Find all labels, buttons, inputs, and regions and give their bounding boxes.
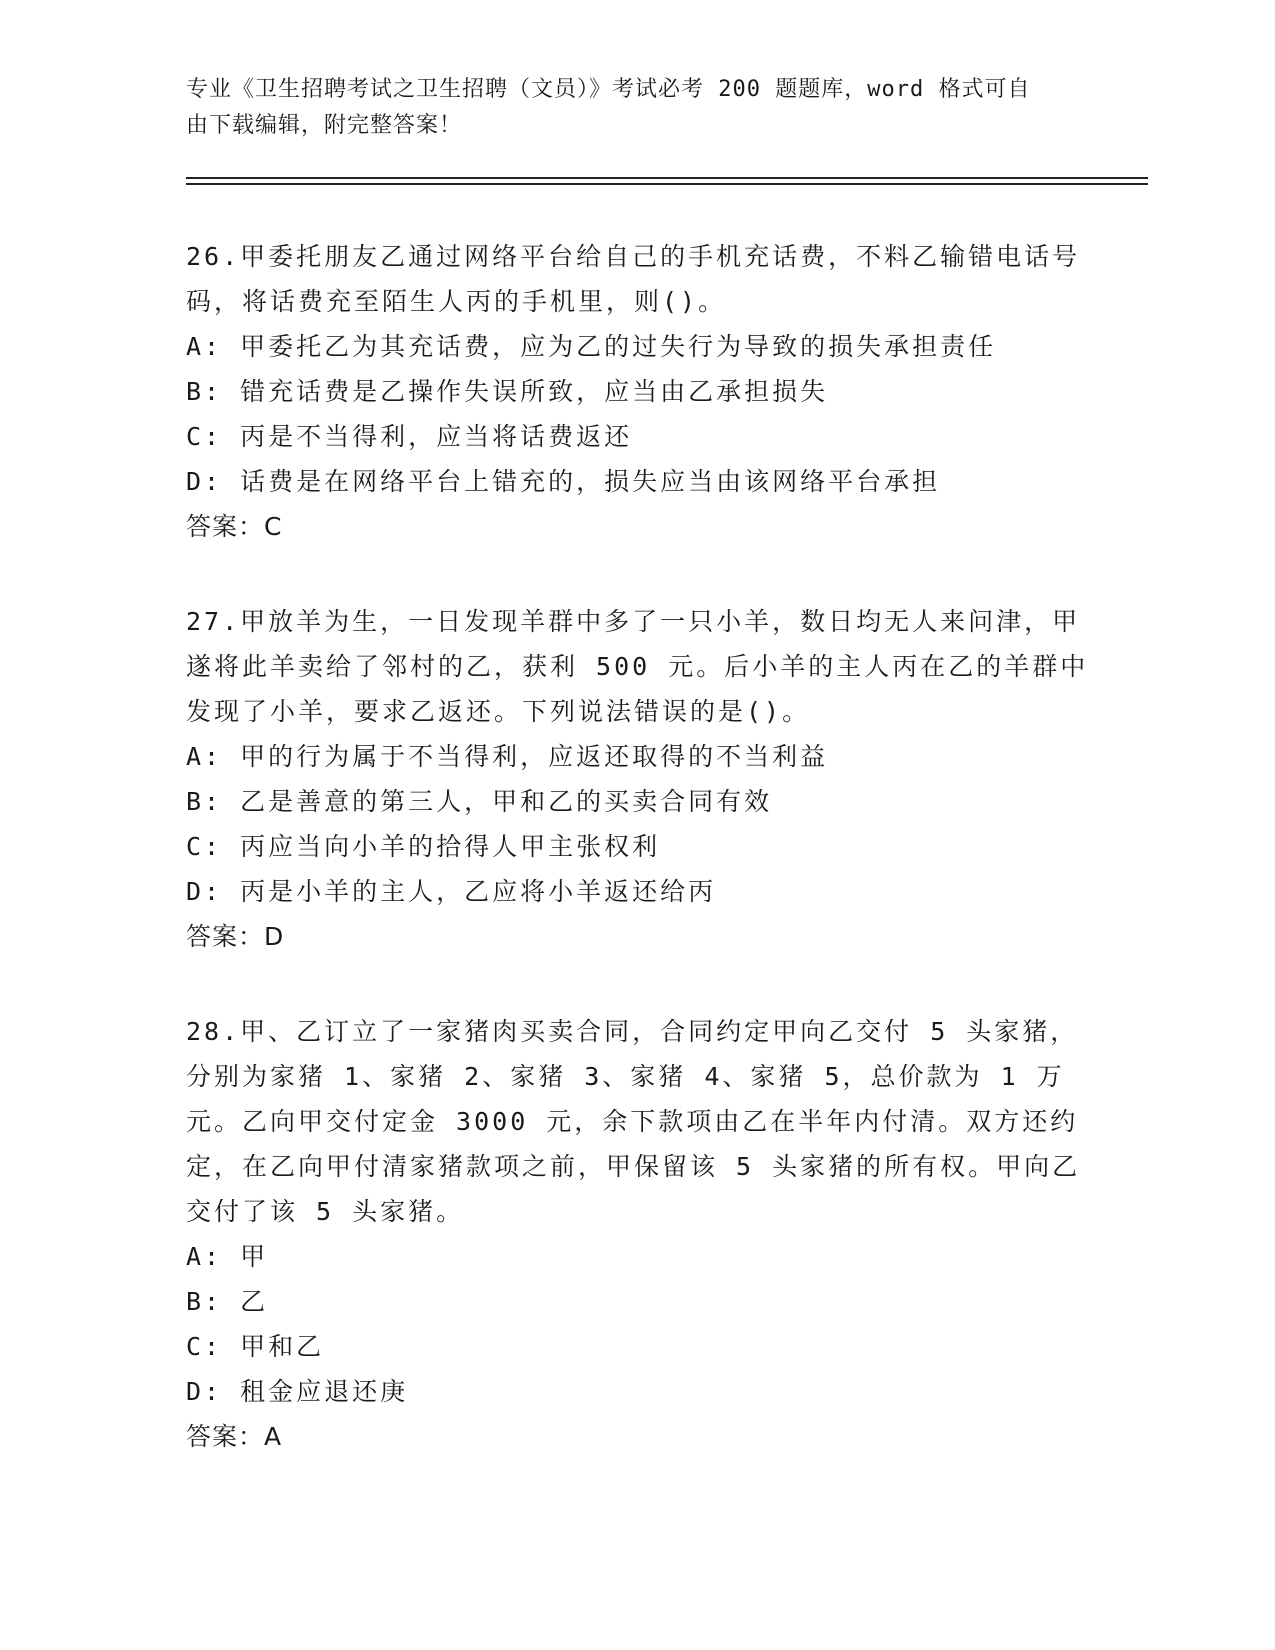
header-line-1: 专业《卫生招聘考试之卫生招聘（文员）》考试必考 200 题题库，word 格式可自	[186, 77, 1031, 102]
question-27	[186, 599, 1091, 959]
header-divider-top	[186, 177, 1148, 179]
option-c: C: 丙应当向小羊的拾得人甲主张权利	[186, 832, 661, 861]
question-28	[186, 1009, 1091, 1459]
option-c: C: 甲和乙	[186, 1332, 325, 1361]
option-c: C: 丙是不当得利，应当将话费返还	[186, 422, 633, 451]
option-d: D: 话费是在网络平台上错充的，损失应当由该网络平台承担	[186, 467, 941, 496]
document-header	[186, 72, 1066, 144]
question-stem: 27.甲放羊为生，一日发现羊群中多了一只小羊，数日均无人来问津，甲遂将此羊卖给了邻村的乙，获利 500 元。后小羊的主人丙在乙的羊群中发现了小羊，要求乙返还。下列说法错误的是()。	[186, 607, 1089, 726]
option-a: A: 甲委托乙为其充话费，应为乙的过失行为导致的损失承担责任	[186, 332, 997, 361]
answer-line: 答案：A	[186, 1422, 283, 1451]
option-d: D: 丙是小羊的主人，乙应将小羊返还给丙	[186, 877, 717, 906]
question-stem: 28.甲、乙订立了一家猪肉买卖合同，合同约定甲向乙交付 5 头家猪，分别为家猪 1、家猪 2、家猪 3、家猪 4、家猪 5，总价款为 1 万元。乙向甲交付定金 3000 元，余下款项由乙在半年内付清。双方还约定，在乙向甲付清家猪款项之前，甲保留该 5 头家猪的所有权。甲向乙交付了该 5 头家猪。	[186, 1017, 1081, 1226]
option-a: A: 甲的行为属于不当得利，应返还取得的不当利益	[186, 742, 829, 771]
option-b: B: 错充话费是乙操作失误所致，应当由乙承担损失	[186, 377, 829, 406]
option-d: D: 租金应退还庚	[186, 1377, 409, 1406]
answer-line: 答案：D	[186, 922, 285, 951]
option-b: B: 乙	[186, 1287, 269, 1316]
answer-line: 答案：C	[186, 512, 283, 541]
question-26	[186, 234, 1091, 549]
header-divider-bottom	[186, 183, 1148, 185]
question-stem: 26.甲委托朋友乙通过网络平台给自己的手机充话费，不料乙输错电话号码，将话费充至陌生人丙的手机里，则()。	[186, 242, 1081, 316]
option-b: B: 乙是善意的第三人，甲和乙的买卖合同有效	[186, 787, 773, 816]
header-line-2: 由下载编辑，附完整答案！	[186, 113, 463, 138]
option-a: A: 甲	[186, 1242, 269, 1271]
